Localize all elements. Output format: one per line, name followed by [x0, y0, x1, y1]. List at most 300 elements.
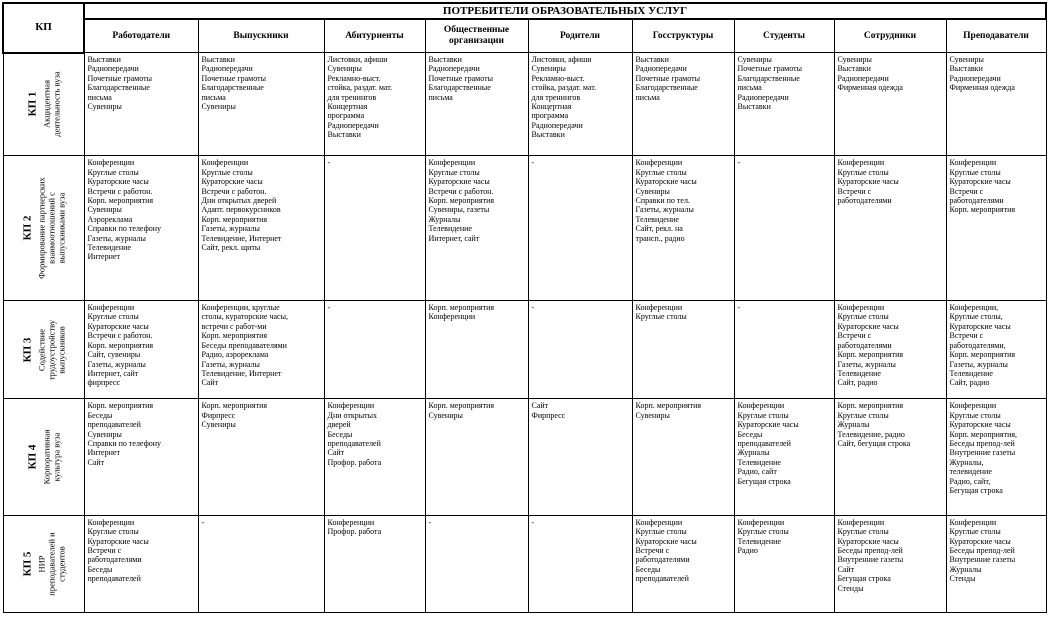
cell-line: Газеты, журналы: [87, 233, 146, 243]
table-cell: [528, 156, 632, 301]
table-cell: [324, 399, 425, 515]
cell-line: Газеты, журналы: [635, 205, 694, 215]
cell-line: Почетные грамоты: [635, 73, 701, 83]
cell-line: встречи с работ-ми: [201, 321, 267, 331]
cell-line: Листовки, афиши: [327, 55, 388, 64]
cell-line: Круглые столы: [949, 167, 1001, 177]
cell-line: Конференции: [949, 517, 997, 527]
cell-line: работодателями,: [949, 340, 1006, 350]
cell-line: Круглые столы: [949, 410, 1001, 420]
cell-line: Телевидение: [737, 536, 781, 546]
cell-line: Кураторские часы: [201, 177, 263, 187]
cell-line: Телевидение: [949, 368, 993, 378]
cell-line: Корп. мероприятия: [428, 401, 495, 411]
cell-line: Корп. мероприятия: [201, 401, 268, 411]
table-cell: [946, 399, 1046, 515]
cell-line: Беседы: [87, 564, 113, 574]
cell-line: Телевидение: [87, 242, 131, 252]
cell-line: Конференции: [327, 517, 375, 527]
table-cell: [632, 399, 734, 515]
column-header: Выпускники: [198, 19, 324, 53]
table-row: [3, 53, 1046, 156]
table-row: [3, 399, 1046, 515]
cell-line: Корп. мероприятия: [428, 195, 495, 205]
cell-line: Фирпресс: [531, 410, 566, 420]
cell-line: Рекламно-выст.: [327, 73, 381, 83]
cell-line: Благодарственные: [635, 83, 698, 93]
table-cell: [834, 301, 946, 399]
cell-line: Бегущая строка: [949, 485, 1003, 495]
table-cell: [528, 399, 632, 515]
cell-line: -: [201, 517, 205, 527]
row-code: КП 1: [26, 92, 38, 117]
cell-line: Газеты, журналы: [949, 359, 1008, 369]
cell-line: письма: [428, 92, 453, 102]
cell-line: Аэрореклама: [87, 214, 133, 224]
cell-line: Кураторские часы: [949, 177, 1011, 187]
table-cell: [946, 515, 1046, 612]
cell-line: письма: [635, 92, 660, 102]
cell-line: письма: [87, 92, 112, 102]
cell-line: Круглые столы: [87, 527, 139, 537]
cell-line: Выставки: [635, 55, 669, 64]
row-name-line: трудоустройству: [46, 319, 56, 380]
cell-line: Круглые столы: [428, 167, 480, 177]
cell-line: Конференции: [635, 158, 683, 168]
cell-line: телевидение: [949, 467, 992, 477]
cell-line: Сувениры: [428, 410, 463, 420]
table-cell: [425, 301, 528, 399]
row-code: КП 3: [21, 337, 33, 363]
cell-line: Газеты, журналы: [87, 359, 146, 369]
cell-line: Кураторские часы: [87, 177, 149, 187]
cell-line: Радио, сайт: [737, 467, 777, 477]
cell-line: Кураторские часы: [949, 536, 1011, 546]
table-cell: [84, 156, 198, 301]
table-cell: [528, 53, 632, 156]
row-name-line: деятельность вуза: [51, 71, 61, 137]
table-row: [3, 301, 1046, 399]
table-cell: [425, 515, 528, 612]
cell-line: Интернет, сайт: [428, 233, 480, 243]
table-cell: [946, 301, 1046, 399]
cell-line: Конференции: [949, 401, 997, 411]
cell-line: Корп. мероприятия: [949, 205, 1016, 215]
cell-line: Фирпресс: [201, 410, 236, 420]
cell-line: Телевидение: [428, 224, 472, 234]
cell-line: для тренингов: [327, 92, 377, 102]
cell-line: Почетные грамоты: [87, 73, 153, 83]
cell-line: Сайт, радио: [837, 378, 878, 388]
table-cell: [528, 301, 632, 399]
cell-line: Бегущая строка: [737, 476, 791, 486]
cell-line: Благодарственные: [737, 73, 800, 83]
cell-line: преподавателей: [737, 438, 791, 448]
cell-line: Журналы: [949, 564, 982, 574]
cell-line: преподавателей: [327, 438, 381, 448]
cell-line: Конференции,: [949, 303, 999, 313]
cell-line: Радиопередачи: [87, 64, 139, 74]
cell-line: Стенды: [949, 574, 976, 584]
cell-line: Круглые столы: [837, 312, 889, 322]
cell-line: преподавателей: [87, 574, 141, 584]
cell-line: Кураторские часы: [428, 177, 490, 187]
row-label: [3, 515, 84, 612]
cell-line: Дни открытых дверей: [201, 195, 277, 205]
row-name-line: Корпоративная: [41, 429, 51, 485]
cell-line: Корп. мероприятия: [949, 350, 1016, 360]
cell-line: Встречи с работон.: [201, 186, 267, 196]
cell-line: Сайт, радио: [949, 378, 990, 388]
cell-line: -: [428, 517, 432, 527]
cell-line: Круглые столы: [201, 167, 253, 177]
cell-line: Телевидение: [837, 368, 881, 378]
cell-line: Беседы: [87, 410, 113, 420]
table-cell: [734, 156, 834, 301]
table-row: [3, 515, 1046, 612]
cell-line: Сайт: [837, 564, 855, 574]
cell-line: Встречи с: [837, 331, 872, 341]
cell-line: Внутренние газеты: [837, 555, 904, 565]
cell-line: Круглые столы: [87, 167, 139, 177]
cell-line: программа: [327, 111, 365, 121]
table-cell: [734, 301, 834, 399]
cell-line: Справки по тел.: [635, 195, 690, 205]
cell-line: Сувениры: [837, 55, 872, 64]
table-cell: [198, 301, 324, 399]
cell-line: Интернет: [87, 448, 120, 458]
column-header: Сотрудники: [834, 19, 946, 53]
cell-line: Конференции: [635, 517, 683, 527]
table-cell: [324, 301, 425, 399]
column-header: Госструктуры: [632, 19, 734, 53]
cell-line: столы, кураторские часы,: [201, 312, 288, 322]
cell-line: Радиопередачи: [837, 73, 889, 83]
cell-line: -: [531, 517, 535, 527]
row-name-line: студентов: [56, 546, 66, 582]
cell-line: письма: [737, 83, 762, 93]
cell-line: Конференции: [737, 517, 785, 527]
table-cell: [632, 515, 734, 612]
cell-line: Беседы препод-лей: [949, 545, 1015, 555]
cell-line: Круглые столы: [949, 527, 1001, 537]
table-cell: [946, 156, 1046, 301]
cell-line: Концертная: [531, 102, 572, 112]
cell-line: Конференции: [837, 158, 885, 168]
table-cell: [834, 399, 946, 515]
cell-line: Встречи с работон.: [87, 331, 153, 341]
cell-line: Кураторские часы: [949, 420, 1011, 430]
cell-line: Круглые столы: [737, 410, 789, 420]
cell-line: Конференции: [635, 303, 683, 313]
cell-line: Газеты, журналы: [201, 359, 260, 369]
cell-line: Радио, сайт,: [949, 476, 991, 486]
table-cell: [632, 301, 734, 399]
cell-line: Журналы,: [949, 457, 984, 467]
cell-line: Круглые столы: [635, 167, 687, 177]
cell-line: Дни открытых: [327, 410, 378, 420]
cell-line: Телевидение: [635, 214, 679, 224]
cell-line: Сувениры: [327, 64, 362, 74]
column-header: Работодатели: [84, 19, 198, 53]
cell-line: Конференции: [87, 303, 135, 313]
cell-line: -: [737, 303, 741, 313]
cell-line: Конференции: [837, 303, 885, 313]
cell-line: фирпресс: [87, 378, 121, 388]
table-cell: [632, 156, 734, 301]
cell-line: Справки по телефону: [87, 224, 162, 234]
cell-line: Журналы: [428, 214, 461, 224]
column-header: Общественные организации: [425, 19, 528, 53]
cell-line: работодателями: [87, 555, 142, 565]
kp-header: КП: [3, 3, 84, 53]
cell-line: Корп. мероприятия: [201, 214, 268, 224]
cell-line: Внутренние газеты: [949, 555, 1016, 565]
cell-line: работодателями: [635, 555, 690, 565]
cell-line: Почетные грамоты: [428, 73, 494, 83]
table-cell: [324, 156, 425, 301]
column-header: Преподаватели: [946, 19, 1046, 53]
cell-line: Круглые столы: [635, 312, 687, 322]
cell-line: Беседы преподавателями: [201, 340, 287, 350]
cell-line: Концертная: [327, 102, 368, 112]
cell-line: Встречи с: [837, 186, 872, 196]
cell-line: Листовки, афиши: [531, 55, 592, 64]
cell-line: Корп. мероприятия: [635, 401, 702, 411]
cell-line: Корп. мероприятия: [201, 331, 268, 341]
cell-line: Круглые столы: [837, 410, 889, 420]
table-cell: [324, 515, 425, 612]
cell-line: Сувениры: [87, 205, 122, 215]
cell-line: Корп. мероприятия: [87, 401, 154, 411]
cell-line: Сувениры: [87, 429, 122, 439]
cell-line: Газеты, журналы: [837, 359, 896, 369]
cell-line: Благодарственные: [428, 83, 491, 93]
table-cell: [834, 156, 946, 301]
cell-line: Сувениры: [201, 420, 236, 430]
cell-line: Профор. работа: [327, 527, 382, 537]
cell-line: трансп., радио: [635, 233, 685, 243]
cell-line: Фирменная одежда: [837, 83, 903, 93]
cell-line: Почетные грамоты: [201, 73, 267, 83]
cell-line: Благодарственные: [201, 83, 264, 93]
table-cell: [324, 53, 425, 156]
cell-line: -: [531, 303, 535, 313]
cell-line: Сайт, рекл. щиты: [201, 242, 261, 252]
cell-line: Выставки: [837, 64, 871, 74]
table-row: [3, 156, 1046, 301]
cell-line: -: [327, 158, 331, 168]
cell-line: Телевидение, Интернет: [201, 368, 282, 378]
cell-line: Радиопередачи: [428, 64, 480, 74]
row-code: КП 4: [26, 444, 38, 470]
cell-line: преподавателей: [87, 420, 141, 430]
cell-line: Кураторские часы: [635, 177, 697, 187]
cell-line: Сайт: [531, 401, 549, 411]
column-header: Студенты: [734, 19, 834, 53]
row-name-line: Формирование партнерских: [36, 177, 46, 279]
cell-line: Сувениры: [87, 102, 122, 112]
row-name-line: выпускниками вуза: [56, 192, 66, 264]
cell-line: Встречи с работон.: [428, 186, 494, 196]
cell-line: Конференции: [949, 158, 997, 168]
cell-line: Корп. мероприятия,: [949, 429, 1018, 439]
row-name-line: культура вуза: [51, 432, 61, 482]
cell-line: Конференции: [327, 401, 375, 411]
cell-line: Круглые столы: [737, 527, 789, 537]
table-title: ПОТРЕБИТЕЛИ ОБРАЗОВАТЕЛЬНЫХ УСЛУГ: [84, 3, 1046, 19]
cell-line: Конференции: [201, 158, 249, 168]
cell-line: Радиопередачи: [327, 120, 379, 130]
cell-line: Сувениры, газеты: [428, 205, 490, 215]
cell-line: Адапт. первокурсников: [201, 205, 281, 215]
cell-line: Сувениры: [635, 410, 670, 420]
cell-line: Радио, аэрореклама: [201, 350, 269, 360]
cell-line: Справки по телефону: [87, 438, 162, 448]
cell-line: Встречи с: [949, 186, 984, 196]
table-cell: [425, 399, 528, 515]
row-code: КП 5: [21, 551, 33, 577]
cell-line: Газеты, журналы: [201, 224, 260, 234]
cell-line: Сайт, бегущая строка: [837, 438, 911, 448]
table-cell: [425, 53, 528, 156]
cell-line: Встречи с: [635, 545, 670, 555]
cell-line: Рекламно-выст.: [531, 73, 585, 83]
row-label: [3, 156, 84, 301]
cell-line: работодателями: [837, 195, 892, 205]
cell-line: стойка, раздат. мат.: [327, 83, 393, 93]
cell-line: Беседы препод-лей: [837, 545, 903, 555]
cell-line: Выставки: [531, 130, 565, 140]
cell-line: Конференции: [87, 517, 135, 527]
cell-line: -: [327, 303, 331, 313]
cell-line: Корп. мероприятия: [837, 350, 904, 360]
table-cell: [528, 515, 632, 612]
cell-line: для тренингов: [531, 92, 581, 102]
cell-line: Выставки: [87, 55, 121, 64]
table-cell: [734, 53, 834, 156]
cell-line: работодателями: [949, 195, 1004, 205]
table-cell: [84, 399, 198, 515]
cell-line: Сувениры: [531, 64, 566, 74]
cell-line: Корп. мероприятия: [428, 303, 495, 313]
cell-line: Корп. мероприятия: [87, 340, 154, 350]
table-cell: [834, 53, 946, 156]
cell-line: Конференции: [837, 517, 885, 527]
cell-line: стойка, раздат. мат.: [531, 83, 597, 93]
cell-line: Выставки: [949, 64, 983, 74]
cell-line: Корп. мероприятия: [837, 401, 904, 411]
cell-line: письма: [201, 92, 226, 102]
column-header: Родители: [528, 19, 632, 53]
row-label: [3, 301, 84, 399]
cell-line: Журналы: [837, 420, 870, 430]
cell-line: Кураторские часы: [837, 321, 899, 331]
table-cell: [84, 53, 198, 156]
cell-line: Беседы: [635, 564, 661, 574]
cell-line: Выставки: [201, 55, 235, 64]
cell-line: Круглые столы: [837, 527, 889, 537]
cell-line: Выставки: [428, 55, 462, 64]
cell-line: Выставки: [327, 130, 361, 140]
table-cell: [834, 515, 946, 612]
cell-line: Журналы: [737, 448, 770, 458]
consumers-table: [2, 2, 1047, 613]
cell-line: Интернет: [87, 252, 120, 262]
cell-line: Радио: [737, 545, 758, 555]
cell-line: Беседы: [737, 429, 763, 439]
cell-line: Круглые столы: [87, 312, 139, 322]
cell-line: Круглые столы: [635, 527, 687, 537]
column-header: Абитуриенты: [324, 19, 425, 53]
cell-line: программа: [531, 111, 569, 121]
table-cell: [198, 515, 324, 612]
cell-line: Профор. работа: [327, 457, 382, 467]
cell-line: Сувениры: [635, 186, 670, 196]
cell-line: Кураторские часы: [635, 536, 697, 546]
row-label: [3, 399, 84, 515]
cell-line: Радиопередачи: [201, 64, 253, 74]
table-cell: [84, 301, 198, 399]
cell-line: Круглые столы,: [949, 312, 1003, 322]
table-cell: [425, 156, 528, 301]
cell-line: дверей: [327, 420, 351, 430]
cell-line: Интернет, сайт: [87, 368, 139, 378]
cell-line: Кураторские часы: [737, 420, 799, 430]
cell-line: Фирменная одежда: [949, 83, 1015, 93]
row-name-line: НИР: [36, 555, 46, 573]
table-cell: [632, 53, 734, 156]
cell-line: Почетные грамоты: [737, 64, 803, 74]
cell-line: Сувениры: [737, 55, 772, 64]
row-name-line: взаимоотношений с: [46, 192, 56, 265]
cell-line: Конференции: [428, 158, 476, 168]
row-name-line: выпускников: [56, 325, 66, 374]
cell-line: Беседы: [327, 429, 353, 439]
cell-line: Конференции: [87, 158, 135, 168]
table-cell: [198, 399, 324, 515]
cell-line: Кураторские часы: [837, 536, 899, 546]
row-name-line: Содействие: [36, 328, 46, 371]
table-cell: [198, 156, 324, 301]
cell-line: Кураторские часы: [949, 321, 1011, 331]
row-name-line: Акцидентная: [41, 80, 51, 129]
row-name-line: преподавателей и: [46, 532, 56, 596]
cell-line: Круглые столы: [837, 167, 889, 177]
cell-line: Сайт: [87, 457, 105, 467]
cell-line: Конференции: [737, 401, 785, 411]
cell-line: Сувениры: [201, 102, 236, 112]
row-code: КП 2: [21, 215, 33, 241]
cell-line: Внутренние газеты: [949, 448, 1016, 458]
table-cell: [734, 399, 834, 515]
cell-line: Бегущая строка: [837, 574, 891, 584]
cell-line: Кураторские часы: [87, 321, 149, 331]
cell-line: Телевидение, Интернет: [201, 233, 282, 243]
cell-line: Беседы препод-лей: [949, 438, 1015, 448]
cell-line: Конференции, круглые: [201, 303, 280, 313]
cell-line: Благодарственные: [87, 83, 150, 93]
table-cell: [198, 53, 324, 156]
table-cell: [946, 53, 1046, 156]
cell-line: Сувениры: [949, 55, 984, 64]
cell-line: Встречи с: [87, 545, 122, 555]
cell-line: Радиопередачи: [737, 92, 789, 102]
cell-line: -: [531, 158, 535, 168]
table-cell: [84, 515, 198, 612]
cell-line: Стенды: [837, 583, 864, 593]
cell-line: -: [737, 158, 741, 168]
